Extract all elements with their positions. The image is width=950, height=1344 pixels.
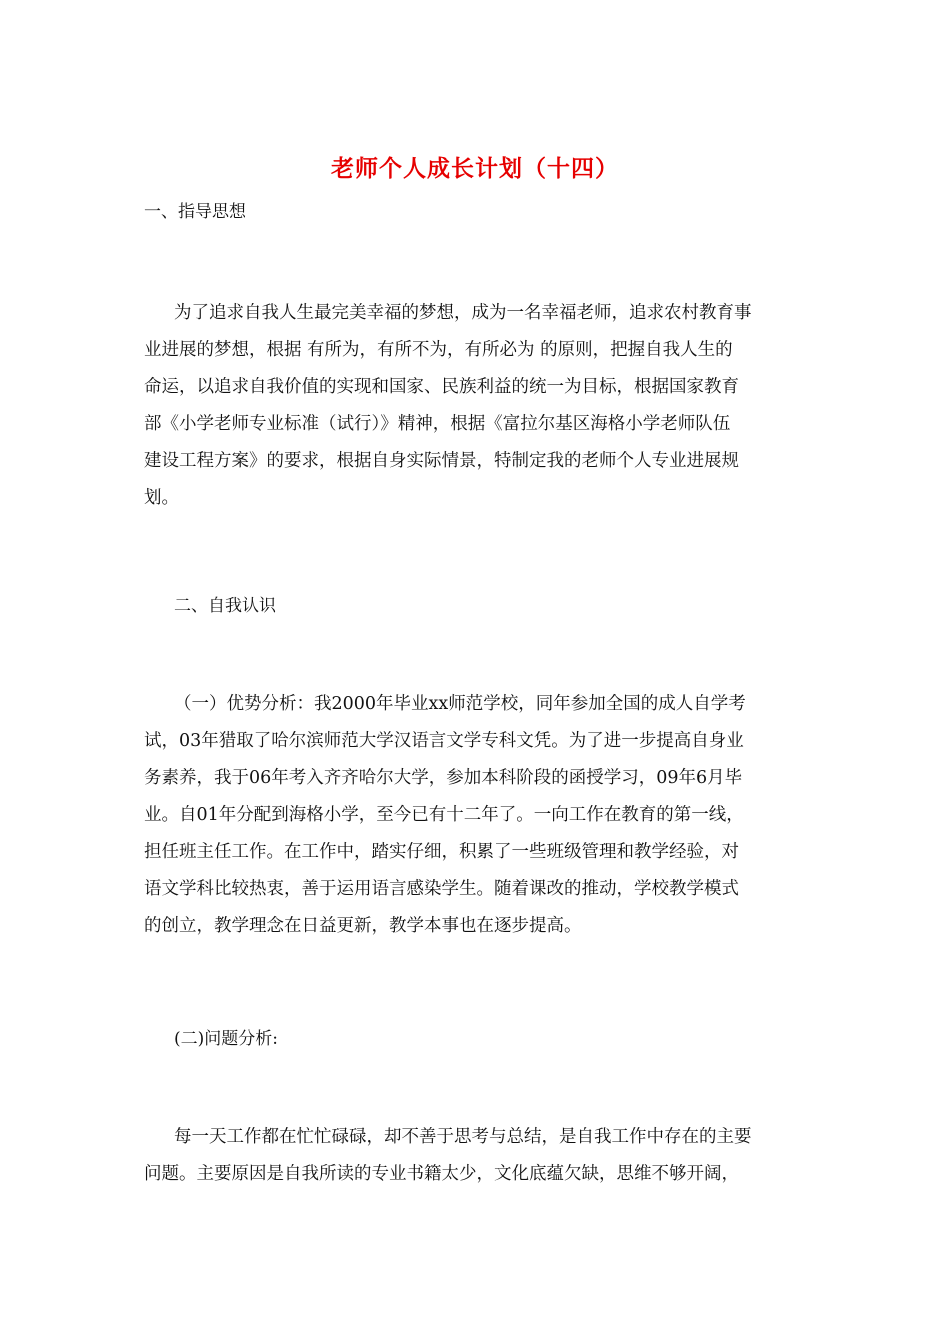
section-heading-guiding-ideology: 一、指导思想 bbox=[144, 202, 246, 222]
paragraph-line: 业。自01年分配到海格小学，至今已有十二年了。一向工作在教育的第一线， bbox=[144, 805, 744, 825]
subheading-problem-analysis: (二)问题分析: bbox=[174, 1029, 278, 1049]
paragraph-problem-analysis bbox=[144, 1119, 809, 1193]
paragraph-line: 担任班主任工作。在工作中，踏实仔细，积累了一些班级管理和教学经验，对 bbox=[144, 842, 739, 862]
paragraph-line: 部《小学老师专业标准（试行）》精神，根据《富拉尔基区海格小学老师队伍 bbox=[144, 414, 731, 434]
paragraph-line: 命运，以追求自我价值的实现和国家、民族利益的统一为目标，根据国家教育 bbox=[144, 377, 739, 397]
paragraph-line: 语文学科比较热衷，善于运用语言感染学生。随着课改的推动，学校教学模式 bbox=[144, 879, 739, 899]
paragraph-line: 业进展的梦想，根据 有所为，有所不为，有所必为 的原则，把握自我人生的 bbox=[144, 340, 733, 360]
paragraph-guiding-ideology bbox=[144, 295, 809, 517]
paragraph-line: 的创立，教学理念在日益更新，教学本事也在逐步提高。 bbox=[144, 916, 582, 936]
paragraph-line: 试，03年猎取了哈尔滨师范大学汉语言文学专科文凭。为了进一步提高自身业 bbox=[144, 731, 744, 751]
paragraph-line: 划。 bbox=[144, 488, 179, 508]
paragraph-line: 问题。主要原因是自我所读的专业书籍太少，文化底蕴欠缺，思维不够开阔， bbox=[144, 1164, 739, 1184]
paragraph-line: 务素养，我于06年考入齐齐哈尔大学，参加本科阶段的函授学习，09年6月毕 bbox=[144, 768, 743, 788]
section-heading-self-awareness: 二、自我认识 bbox=[174, 596, 276, 616]
paragraph-line: 建设工程方案》的要求，根据自身实际情景，特制定我的老师个人专业进展规 bbox=[144, 451, 739, 471]
paragraph-strength-analysis bbox=[144, 686, 809, 945]
paragraph-line: 为了追求自我人生最完美幸福的梦想，成为一名幸福老师，追求农村教育事 bbox=[174, 303, 752, 323]
document-title: 老师个人成长计划（十四） bbox=[331, 155, 619, 182]
paragraph-line: （一）优势分析：我2000年毕业xx师范学校，同年参加全国的成人自学考 bbox=[174, 694, 746, 714]
paragraph-line: 每一天工作都在忙忙碌碌，却不善于思考与总结，是自我工作中存在的主要 bbox=[174, 1127, 752, 1147]
